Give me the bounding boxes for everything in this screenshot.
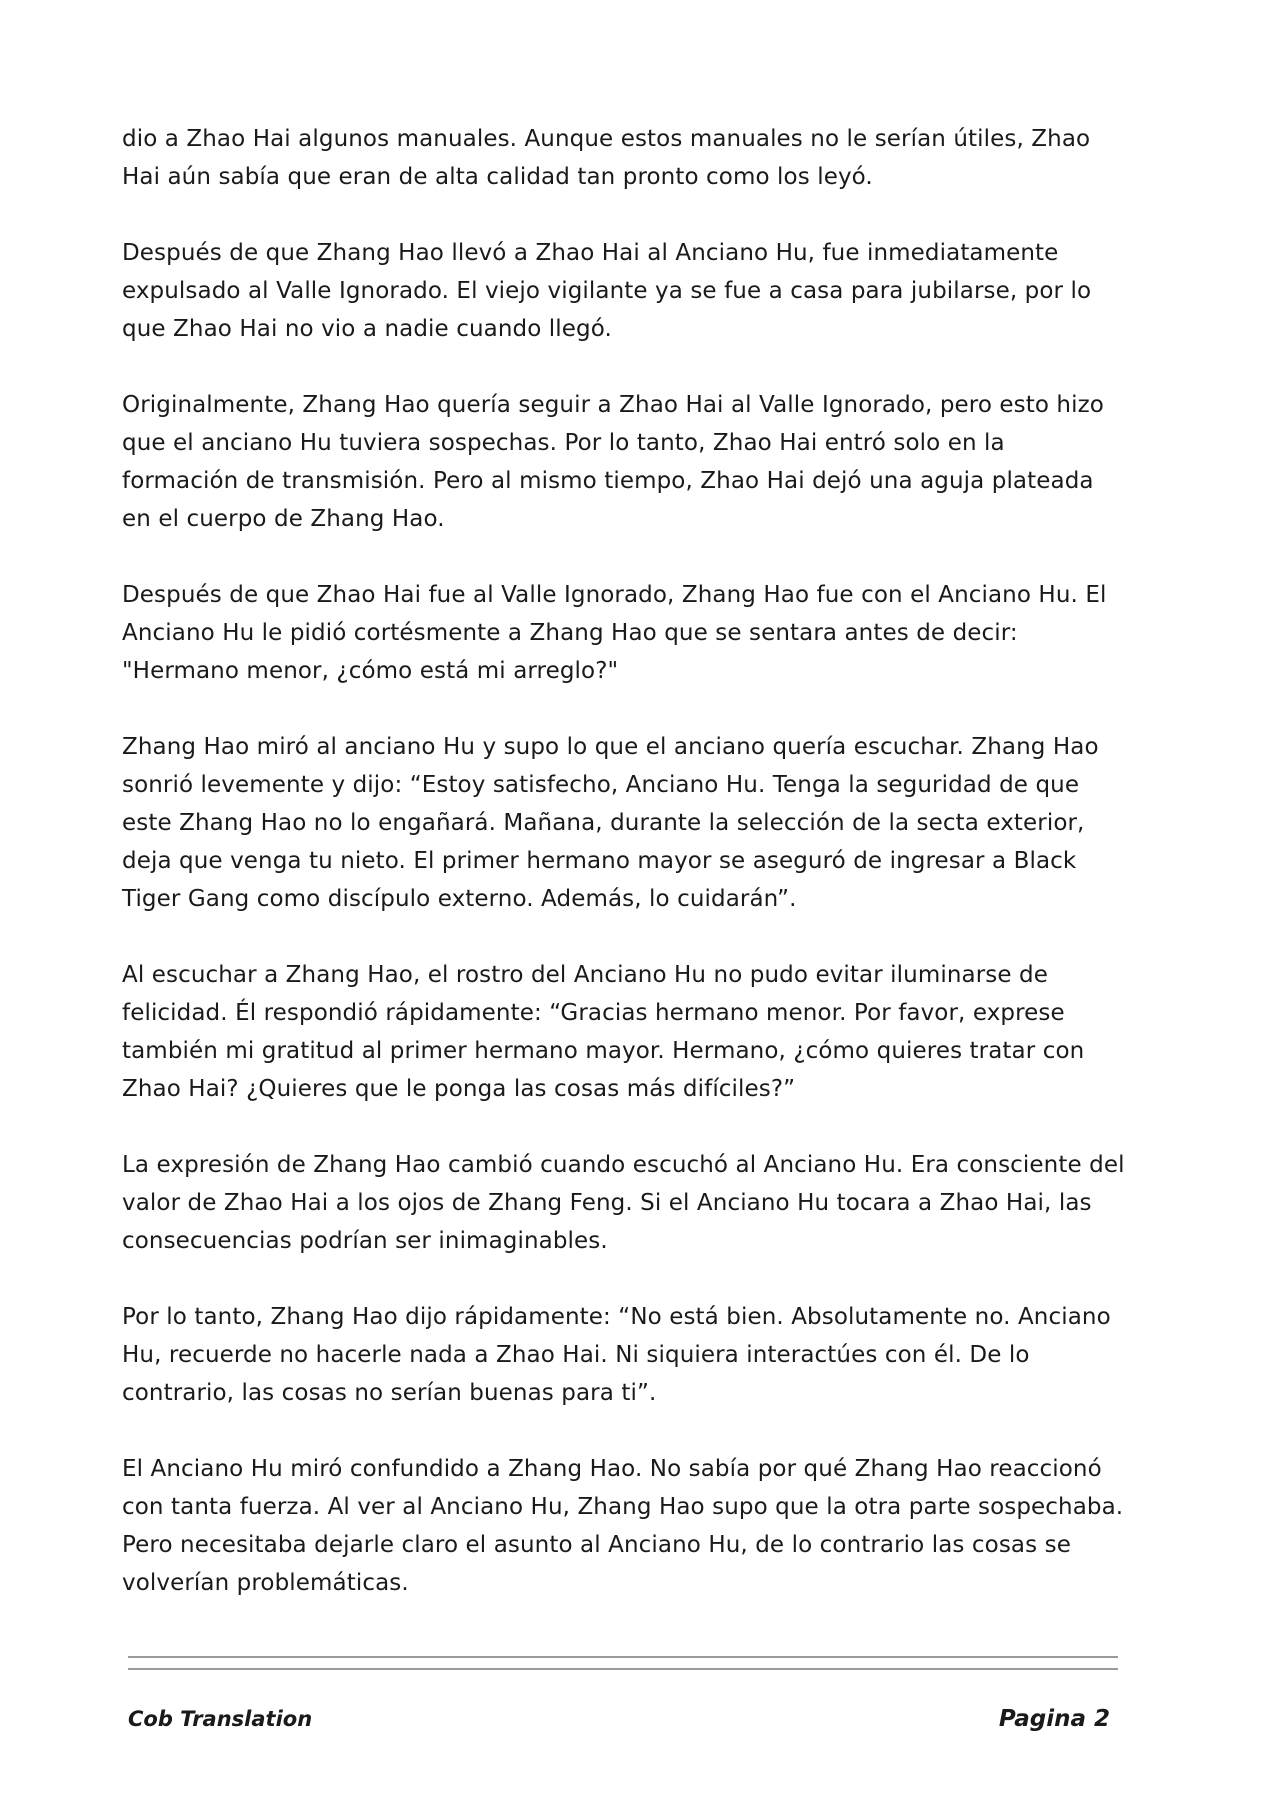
body-text (122, 120, 1127, 1640)
paragraph-9: El Anciano Hu miró confundido a Zhang Hao. No sabía por qué Zhang Hao reaccionó con tanta fuerza. Al ver al Anciano Hu, Zhang Hao supo que la otra parte sospechaba. Pero necesitaba dejarle claro el asunto al Anciano Hu, de lo contrario las cosas se volverían problemáticas. (122, 1456, 1124, 1596)
paragraph-8: Por lo tanto, Zhang Hao dijo rápidamente: “No está bien. Absolutamente no. Anciano Hu, recuerde no hacerle nada a Zhao Hai. Ni siquiera interactúes con él. De lo contrario, las cosas no serían buenas para ti”. (122, 1304, 1111, 1406)
footer-rule-top (128, 1656, 1118, 1658)
paragraph-7: La expresión de Zhang Hao cambió cuando escuchó al Anciano Hu. Era consciente del valor de Zhao Hai a los ojos de Zhang Feng. Si el Anciano Hu tocara a Zhao Hai, las consecuencias podrían ser inimaginables. (122, 1152, 1125, 1254)
paragraph-4: Después de que Zhao Hai fue al Valle Ignorado, Zhang Hao fue con el Anciano Hu. El Anciano Hu le pidió cortésmente a Zhang Hao que se sentara antes de decir: "Hermano menor, ¿cómo está mi arreglo?" (122, 582, 1107, 684)
footer-publisher: Cob Translation (128, 1707, 313, 1731)
paragraph-1: dio a Zhao Hai algunos manuales. Aunque estos manuales no le serían útiles, Zhao Hai aún sabía que eran de alta calidad tan pronto como los leyó. (122, 126, 1091, 190)
paragraph-2: Después de que Zhang Hao llevó a Zhao Hai al Anciano Hu, fue inmediatamente expulsado al Valle Ignorado. El viejo vigilante ya se fue a casa para jubilarse, por lo que Zhao Hai no vio a nadie cuando llegó. (122, 240, 1092, 342)
paragraph-3: Originalmente, Zhang Hao quería seguir a Zhao Hai al Valle Ignorado, pero esto hizo que el anciano Hu tuviera sospechas. Por lo tanto, Zhao Hai entró solo en la formación de transmisión. Pero al mismo tiempo, Zhao Hai dejó una aguja plateada en el cuerpo de Zhang Hao. (122, 392, 1104, 532)
footer-rule-bottom (128, 1668, 1118, 1670)
paragraph-6: Al escuchar a Zhang Hao, el rostro del Anciano Hu no pudo evitar iluminarse de felicidad. Él respondió rápidamente: “Gracias hermano menor. Por favor, exprese también mi gratitud al primer hermano mayor. Hermano, ¿cómo quieres tratar con Zhao Hai? ¿Quieres que le ponga las cosas más difíciles?” (122, 962, 1085, 1102)
footer-page-number: Pagina 2 (998, 1706, 1110, 1732)
paragraph-5: Zhang Hao miró al anciano Hu y supo lo que el anciano quería escuchar. Zhang Hao sonrió levemente y dijo: “Estoy satisfecho, Anciano Hu. Tenga la seguridad de que este Zhang Hao no lo engañará. Mañana, durante la selección de la secta exterior, deja que venga tu nieto. El primer hermano mayor se aseguró de ingresar a Black Tiger Gang como discípulo externo. Además, lo cuidarán”. (122, 734, 1099, 912)
footer-row (128, 1706, 1118, 1732)
page-footer (128, 1656, 1118, 1732)
